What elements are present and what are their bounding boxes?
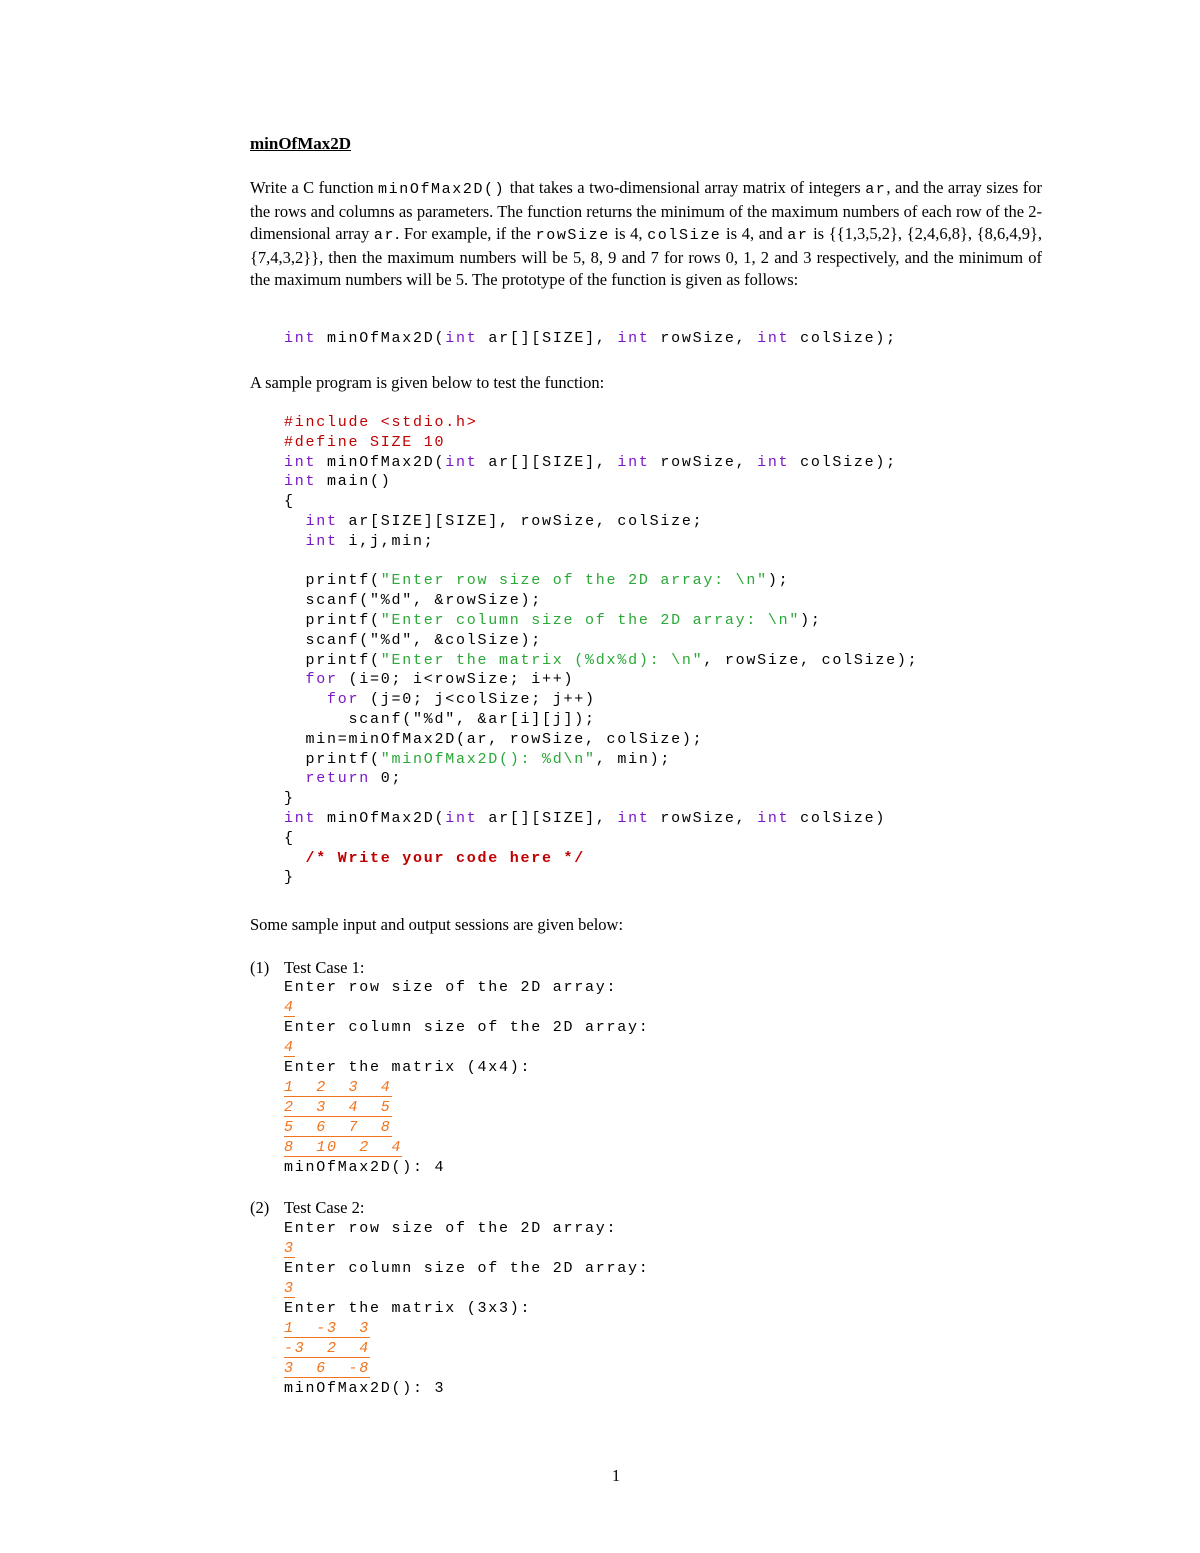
- output-line: Enter the matrix (4x4):: [284, 1059, 532, 1076]
- preprocessor-line: #define SIZE 10: [284, 433, 446, 451]
- sample-program-intro: A sample program is given below to test the function:: [250, 373, 605, 392]
- test-case-label: [250, 958, 364, 978]
- preprocessor-line: #include <stdio.h>: [284, 414, 478, 431]
- code-comment: /* Write your code here */: [305, 849, 586, 867]
- keyword: int: [617, 330, 650, 347]
- output-line: Enter column size of the 2D array:: [284, 1260, 650, 1277]
- keyword: int: [757, 330, 790, 347]
- desc-text: is 4,: [609, 224, 648, 243]
- matrix-input-row: 3 6 -8: [284, 1360, 371, 1377]
- desc-text: is 4, and: [721, 224, 788, 243]
- desc-text: , and the array sizes for the rows and columns as parameters. The function returns the minimum of the maximum numbers of each row of the 2-dimensional array: [250, 178, 1042, 243]
- test-case-session: [284, 978, 650, 1178]
- matrix-input-row: 5 6 7 8: [284, 1119, 392, 1136]
- array-name: ar: [865, 181, 887, 198]
- array-name: ar: [373, 227, 396, 244]
- user-input: 4: [284, 1039, 295, 1056]
- result-line: minOfMax2D(): 3: [284, 1380, 446, 1397]
- page-number: 1: [611, 1466, 621, 1485]
- array-name: ar: [787, 227, 809, 244]
- keyword: int: [284, 330, 317, 347]
- test-case-number: (2): [250, 1198, 270, 1217]
- test-case-label: [250, 1198, 364, 1218]
- desc-text: is {{1,3,5,2}, {2,4,6,8}, {8,6,4,9}, {7,4,3,2}}, then the maximum numbers will be 5, 8, 9 and 7 for rows 0, 1, 2 and 3 respectively, and the minimum of the maximum numbers will be 5. The prototype of the function is given as follows:: [250, 224, 1042, 289]
- problem-description: [250, 177, 1042, 291]
- user-input: 3: [284, 1240, 295, 1257]
- page-title: minOfMax2D: [250, 134, 352, 153]
- sample-program-code: #include <stdio.h> #define SIZE 10 int minOfMax2D(int ar[][SIZE], int rowSize, int colSize); int main() { int ar[SIZE][SIZE], rowSize, colSize; int i,j,min; printf("Enter row size of the 2D array: \n"); scanf("%d", &rowSize); printf("Enter column size of the 2D array: \n"); scanf("%d", &colSize); printf("Enter the matrix (%dx%d): \n", rowSize, colSize); for (i=0; i<rowSize; i++) for (j=0; j<colSize; j++) scanf("%d", &ar[i][j]); min=minOfMax2D(ar, rowSize, colSize); printf("minOfMax2D(): %d\n", min); return 0; } int minOfMax2D(int ar[][SIZE], int rowSize, int colSize) { /* Write your code here */ }: [284, 414, 919, 887]
- matrix-input-row: -3 2 4: [284, 1340, 371, 1357]
- matrix-input-row: 1 -3 3: [284, 1320, 371, 1337]
- function-name: minOfMax2D(): [378, 181, 506, 198]
- test-case-session: [284, 1219, 650, 1399]
- test-case-title: Test Case 2:: [284, 1198, 365, 1217]
- test-case-number: (1): [250, 958, 270, 977]
- matrix-input-row: 2 3 4 5: [284, 1099, 392, 1116]
- desc-text: . For example, if the: [395, 224, 536, 243]
- output-line: Enter column size of the 2D array:: [284, 1019, 650, 1036]
- user-input: 4: [284, 999, 295, 1016]
- colsize-name: colSize: [647, 227, 722, 244]
- test-case-title: Test Case 1:: [284, 958, 365, 977]
- desc-text: that takes a two-dimensional array matrix of integers: [505, 178, 866, 197]
- matrix-input-row: 8 10 2 4: [284, 1139, 403, 1156]
- rowsize-name: rowSize: [535, 227, 610, 244]
- result-line: minOfMax2D(): 4: [284, 1159, 446, 1176]
- matrix-input-row: 1 2 3 4: [284, 1079, 392, 1096]
- desc-text: Write a C function: [250, 178, 379, 197]
- output-line: Enter row size of the 2D array:: [284, 1220, 618, 1237]
- sessions-intro: Some sample input and output sessions are given below:: [250, 915, 624, 934]
- keyword: int: [445, 330, 478, 347]
- output-line: Enter row size of the 2D array:: [284, 979, 618, 996]
- user-input: 3: [284, 1280, 295, 1297]
- function-prototype: int minOfMax2D(int ar[][SIZE], int rowSize, int colSize);: [284, 330, 897, 347]
- output-line: Enter the matrix (3x3):: [284, 1300, 532, 1317]
